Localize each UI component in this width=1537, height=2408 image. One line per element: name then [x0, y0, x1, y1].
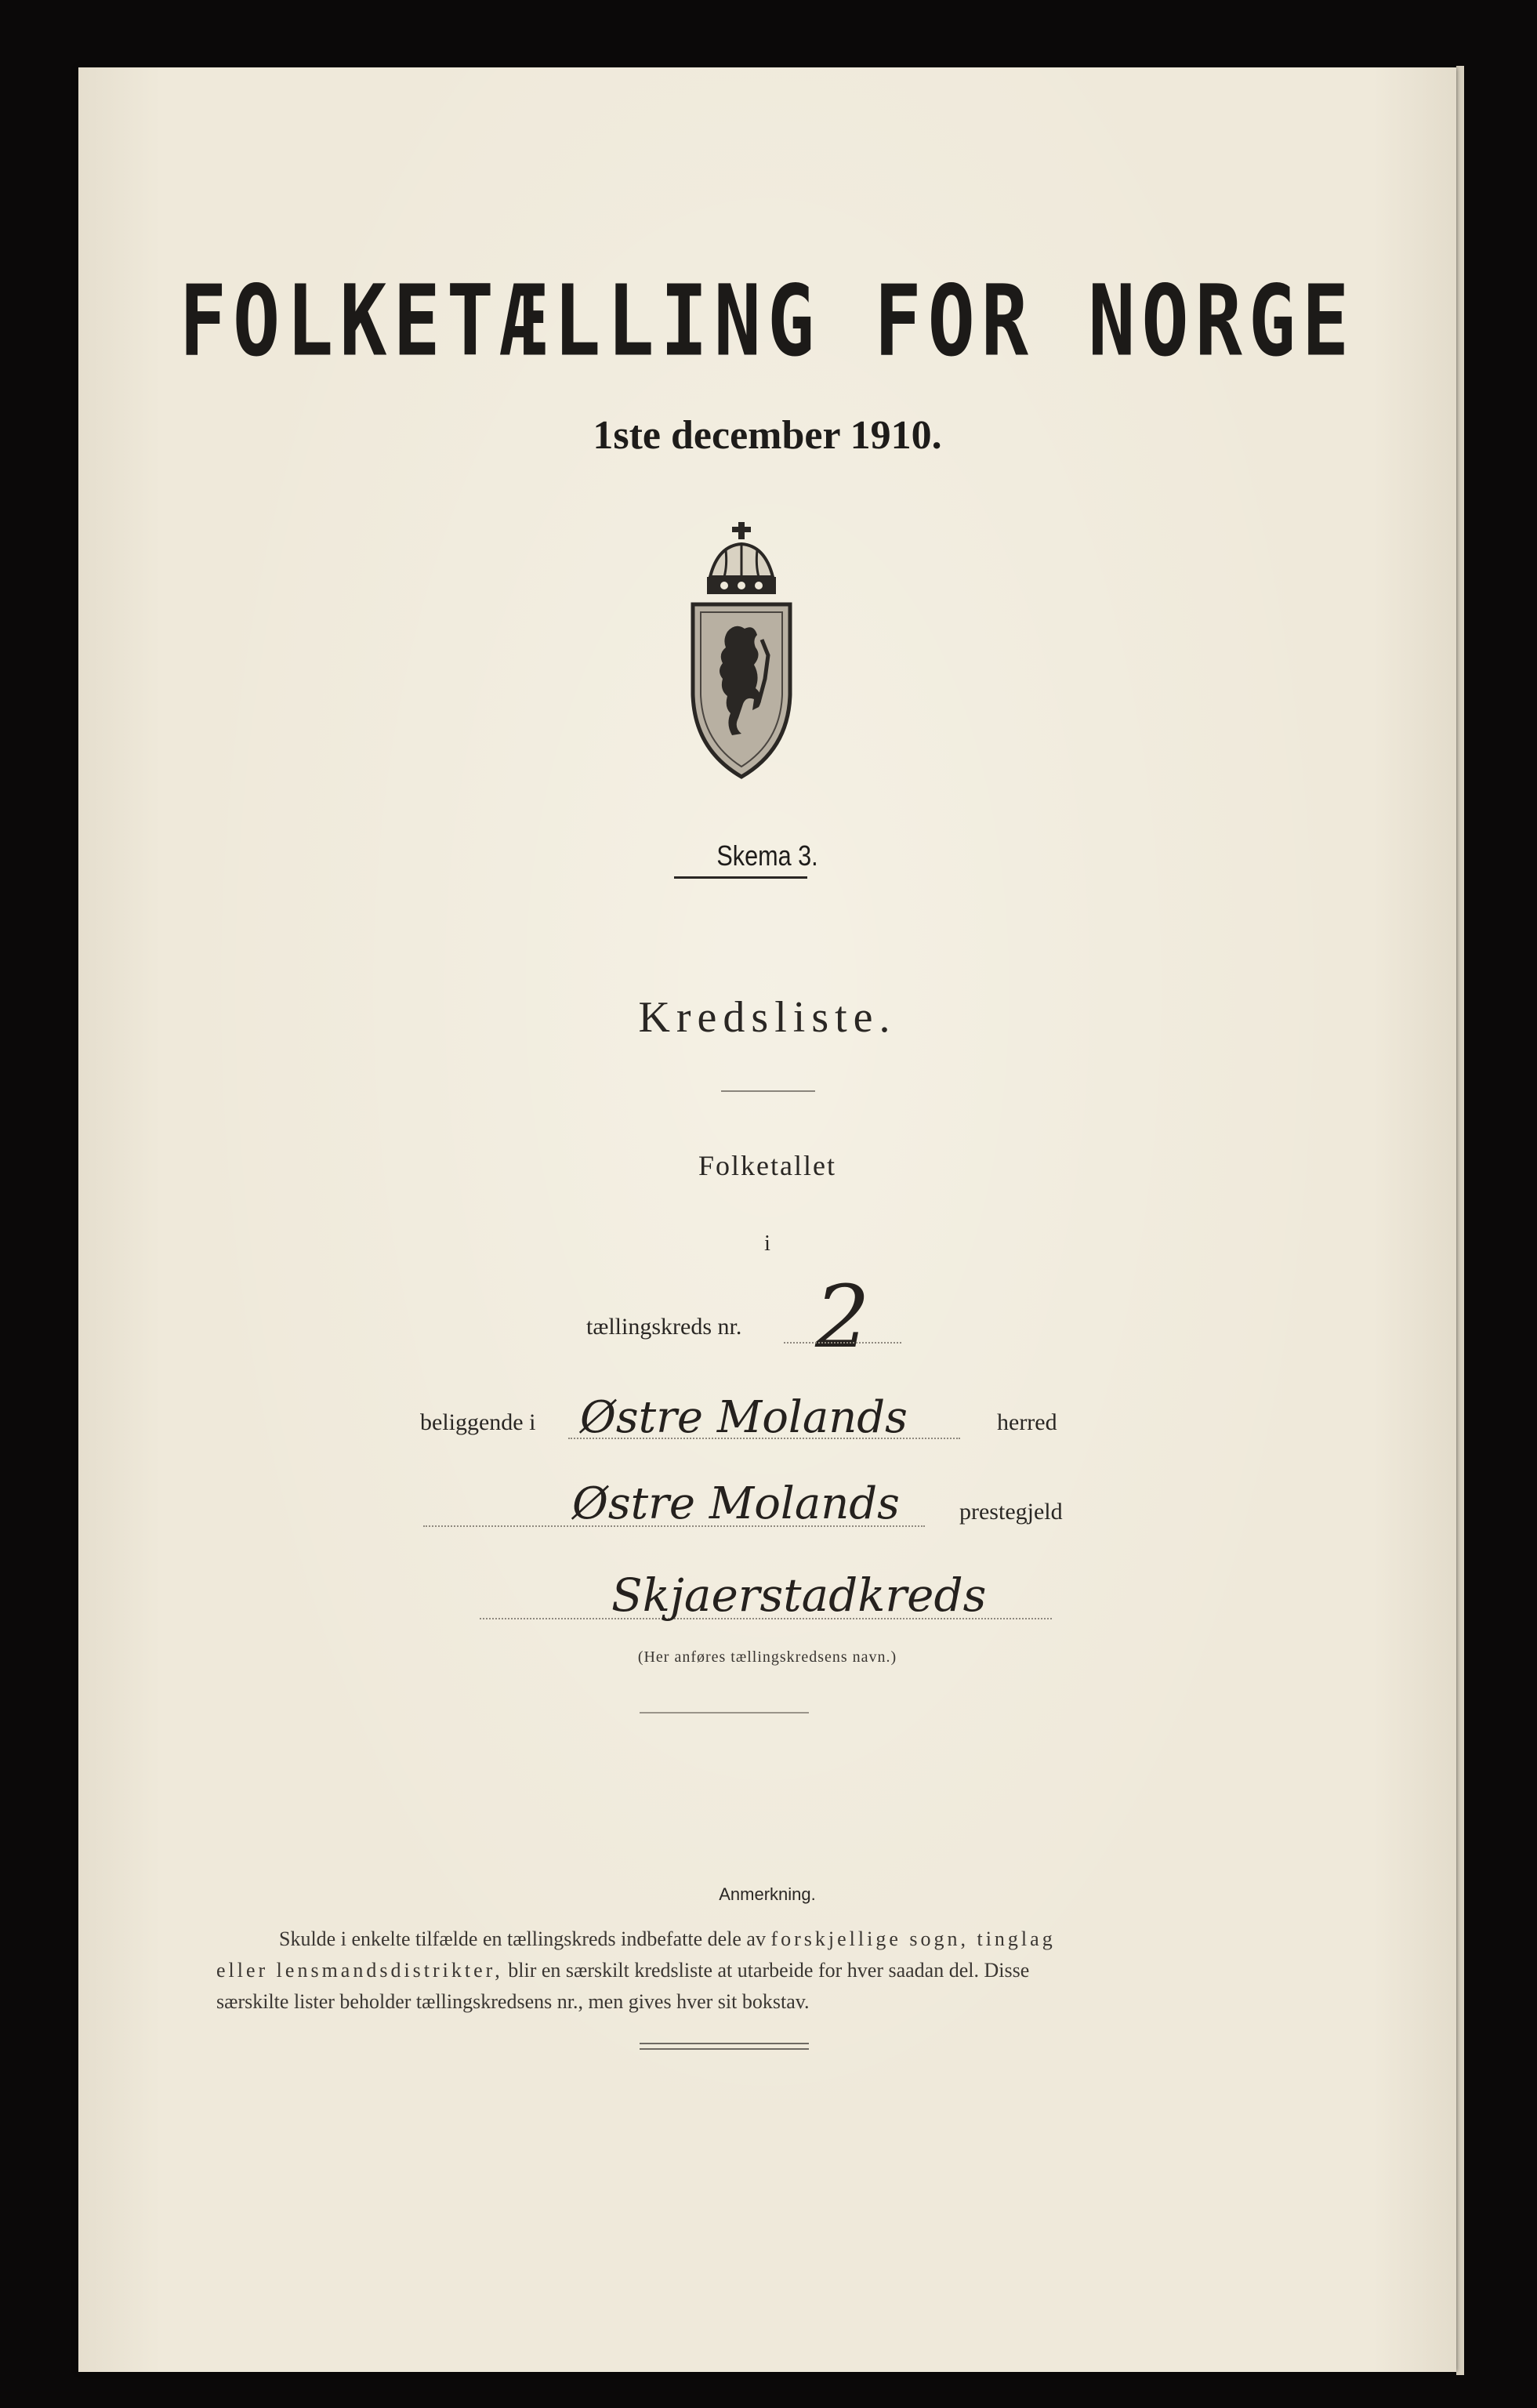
population-heading: Folketallet — [698, 1150, 836, 1181]
divider-bottom-1 — [640, 2043, 809, 2044]
remark-line-2-b: blir en særskilt kredsliste at utarbeide for hver saadan del. Disse — [508, 1959, 1030, 1982]
remark-line-1 — [216, 1924, 1373, 1955]
schema-underline — [674, 876, 807, 879]
herred-label: herred — [997, 1409, 1057, 1435]
census-form-page — [78, 67, 1456, 2372]
schema-number: Skema 3. — [716, 840, 818, 872]
district-name-handwritten: Skjaerstadkreds — [611, 1568, 987, 1622]
divider-bottom-2 — [640, 2048, 809, 2050]
herred-handwritten: Østre Molands — [580, 1392, 908, 1443]
herred-line — [568, 1438, 960, 1439]
paper-edge — [1456, 66, 1464, 2375]
page-title: FOLKETÆLLING FOR NORGE — [179, 263, 1356, 379]
district-number-handwritten: 2 — [815, 1267, 870, 1367]
remark-text — [216, 1924, 1373, 2018]
divider-short — [721, 1090, 815, 1092]
form-type-title: Kredsliste. — [638, 993, 897, 1042]
remark-line-1-b: forskjellige sogn, tinglag — [770, 1927, 1056, 1950]
remark-line-3: særskilte lister beholder tællingskredsens nr., men gives hver sit bokstav. — [216, 1990, 810, 2013]
district-number-line — [784, 1342, 901, 1344]
located-label: beliggende i — [420, 1409, 536, 1435]
remark-line-1-a: Skulde i enkelte tilfælde en tællingskreds indbefatte dele av — [279, 1927, 766, 1950]
divider-middle — [640, 1712, 809, 1714]
prestegjeld-label: prestegjeld — [959, 1499, 1063, 1525]
norwegian-coat-of-arms-icon — [687, 522, 796, 781]
remark-title: Anmerkning. — [719, 1884, 816, 1904]
remark-line-2 — [216, 1955, 1373, 1986]
preposition-label: i — [764, 1231, 770, 1256]
prestegjeld-handwritten: Østre Molands — [572, 1478, 900, 1529]
remark-line-2-a: eller lensmandsdistrikter, — [216, 1959, 503, 1982]
district-name-hint: (Her anføres tællingskredsens navn.) — [637, 1648, 897, 1666]
district-number-label: tællingskreds nr. — [586, 1314, 742, 1340]
census-date: 1ste december 1910. — [593, 413, 942, 458]
